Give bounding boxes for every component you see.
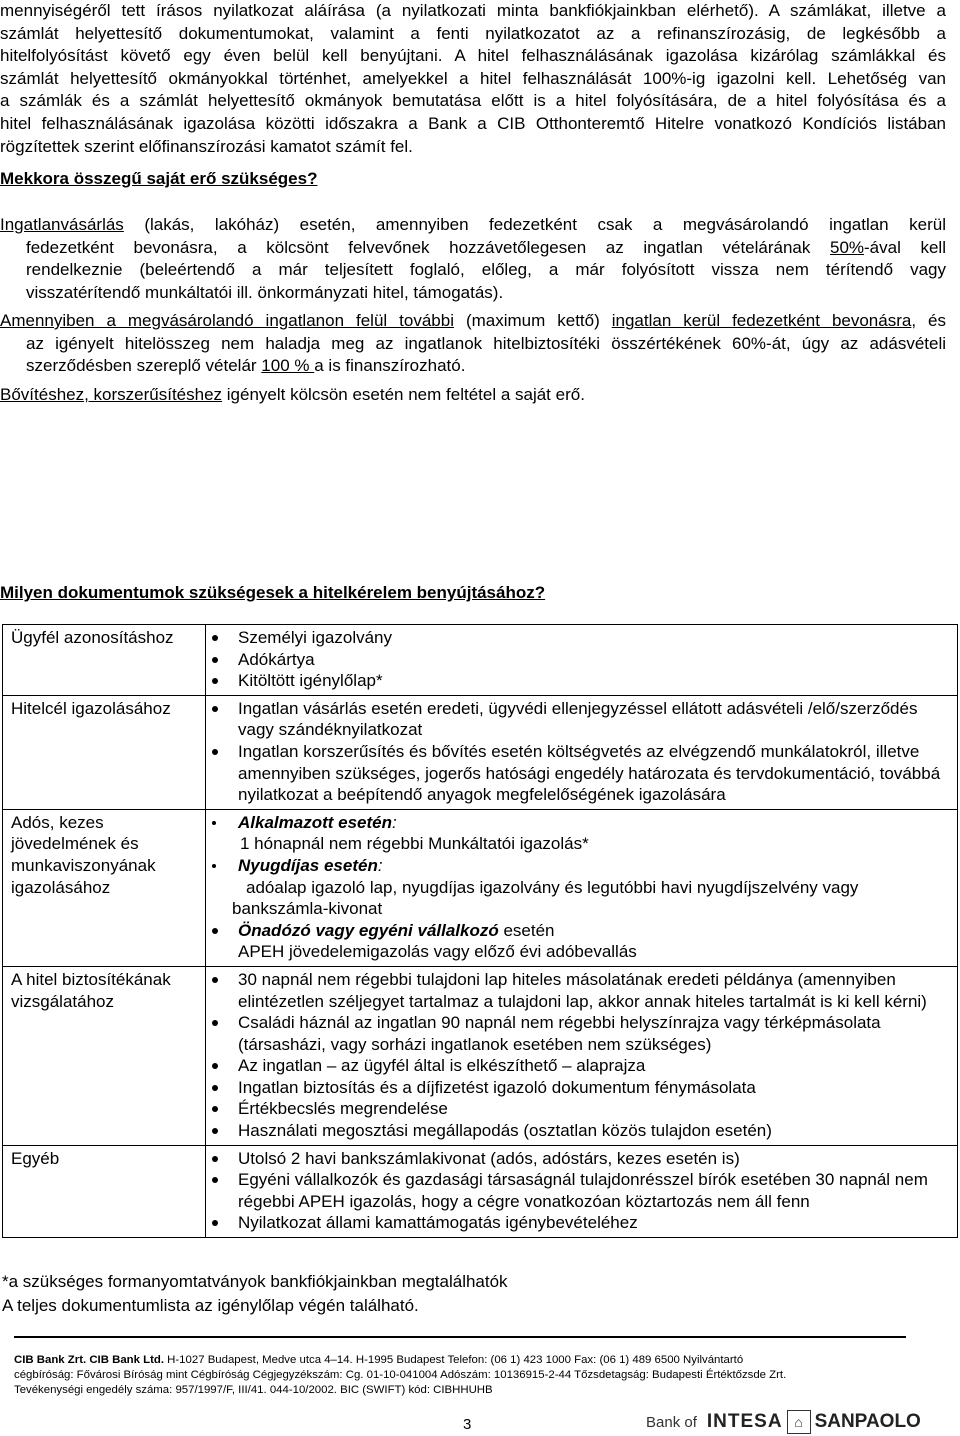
underlined-term: Bővítéshez, korszerűsítéshez	[0, 385, 223, 404]
list-item: Használati megosztási megállapodás (osztatlan közös tulajdon esetén)	[206, 1120, 951, 1142]
paragraph-additional-property	[0, 310, 946, 378]
underlined-term: Amennyiben a megvásárolandó ingatlanon felül további	[0, 311, 454, 330]
emblem-icon: ⌂	[787, 1410, 811, 1434]
underlined-term: ingatlan kerül fedezetként bevonásra	[611, 311, 912, 330]
logo-sanpaolo: SANPAOLO	[814, 1411, 921, 1432]
text-line: hitelfolyósítást követő egy éven belül kell benyújtani. A hitel felhasználásának igazolása kizárólag számlákkal és	[0, 46, 946, 66]
list-item-detail: APEH jövedelemigazolás vagy előző évi adóbevallás	[238, 942, 637, 962]
text-line: számlát helyettesítő dokumentumokat, valamint a fenti nyilatkozatot az a refinanszírozásig, de legkésőbb a	[0, 23, 946, 43]
footer-line: cégbíróság: Fővárosi Bíróság mint Cégbíróság Cégjegyzékszám: Cg. 01-10-041004 Adószám: 10136915-2-44 Tőzsdetagság: Budapesti Értéktőzsde Zrt.	[14, 1369, 787, 1381]
list-item: Kitöltött igénylőlap*	[206, 670, 951, 692]
row-label: Ügyfél azonosításhoz	[3, 625, 206, 696]
text-line: hitel felhasználásának igazolása közötti időszakra a Bank a CIB Otthonteremtő Hitelre vonatkozó Kondíciós listában	[0, 113, 946, 133]
section-heading-own-funds: Mekkora összegű saját erő szükséges?	[0, 169, 318, 188]
list-item: Alkalmazott esetén:	[206, 812, 951, 834]
text-line: Amennyiben a megvásárolandó ingatlanon felül további (maximum kettő) ingatlan kerül fedezetként bevonásra, és	[0, 311, 946, 330]
list-item: 30 napnál nem régebbi tulajdoni lap hiteles másolatának eredeti példánya (amennyiben elintézetlen széljegyet tartalmaz a tulajdoni lap, akkor annak hiteles tartalmát is ki kell kérni)	[206, 969, 951, 1012]
logo-intesa: INTESA	[706, 1411, 783, 1432]
list-item: Ingatlan korszerűsítés és bővítés esetén költségvetés az elvégzendő munkálatokról, illetve amennyiben szükséges, jogerős hatósági engedély határozata és tervdokumentáció, továbbá nyilatkozat a beépítendő anyagok megfelelőségének igazolására	[206, 741, 951, 806]
top-paragraph	[0, 0, 946, 158]
logo-bank-of: Bank of	[646, 1413, 697, 1431]
footnote-full-list: A teljes dokumentumlista az igénylőlap végén található.	[2, 1296, 419, 1315]
text-line: rendelkeznie (beleértendő a már teljesített foglaló, előleg, a már folyósított vissza nem térítendő vagy	[26, 260, 946, 280]
list-item: Adókártya	[206, 649, 951, 671]
text-line: Ingatlanvásárlás (lakás, lakóház) esetén, amennyiben fedezetként csak a megvásárolandó ingatlan kerül	[0, 215, 946, 234]
text-line: számlát helyettesítő okmányokkal történhet, amelyekkel a hitel felhasználását 100%-ig igazolni kell. Lehetőség van	[0, 68, 946, 88]
list-item-detail: bankszámla-kivonat	[232, 899, 383, 919]
self-employed-title: Önadózó vagy egyéni vállalkozó	[238, 920, 499, 940]
list-item: Ingatlan vásárlás esetén eredeti, ügyvédi ellenjegyzéssel ellátott adásvételi /elő/szerződés vagy szándéknyilatkozat	[206, 698, 951, 741]
text-line: visszatérítendő munkáltatói ill. önkormányzati hitel, támogatás).	[26, 282, 504, 302]
list-item: Családi háznál az ingatlan 90 napnál nem régebbi helyszínrajza vagy térképmásolata (társasházi, vagy sorházi ingatlanok esetében nem szükséges)	[206, 1012, 951, 1055]
document-list	[206, 969, 951, 1142]
text-line: Bővítéshez, korszerűsítéshez igényelt kölcsön esetén nem feltétel a saját erő.	[0, 385, 585, 404]
footer-divider	[14, 1336, 906, 1338]
list-item: Értékbecslés megrendelése	[206, 1098, 951, 1120]
table-row	[3, 695, 958, 809]
documents-table	[2, 624, 958, 1238]
bank-logo	[646, 1409, 921, 1435]
list-item-detail: 1 hónapnál nem régebbi Munkáltatói igazolás*	[240, 834, 589, 854]
table-row	[3, 1145, 958, 1237]
text-line: mennyiségéről tett írásos nyilatkozat aláírása (a nyilatkozati minta bankfiókjainkban elérhető). A számlákat, illetve a	[0, 1, 946, 20]
document-list	[206, 812, 951, 963]
page-number: 3	[463, 1416, 472, 1433]
footer	[14, 1353, 914, 1398]
list-item: Nyilatkozat állami kamattámogatás igénybevételéhez	[206, 1212, 951, 1234]
underlined-term: Ingatlanvásárlás	[0, 215, 124, 234]
list-item: Utolsó 2 havi bankszámlakivonat (adós, adóstárs, kezes esetén is)	[206, 1148, 951, 1170]
document-list	[206, 698, 951, 806]
underlined-percent: 100 %	[261, 356, 315, 376]
company-name: CIB Bank Zrt. CIB Bank Ltd.	[14, 1354, 164, 1366]
document-list	[206, 1148, 951, 1234]
document-list	[206, 627, 951, 692]
row-label: Adós, kezes jövedelmének és munkaviszonyának igazolásához	[3, 809, 206, 966]
row-label: Egyéb	[3, 1145, 206, 1237]
table-row	[3, 809, 958, 966]
text-line: szerződésben szereplő vételár 100 % a is finanszírozható.	[26, 356, 466, 376]
text-line: rögzítettek szerint előfinanszírozási kamatot számít fel.	[0, 136, 413, 156]
paragraph-renovation	[0, 384, 946, 407]
employed-title: Alkalmazott esetén	[238, 812, 392, 832]
table-row	[3, 625, 958, 696]
section-heading-documents: Milyen dokumentumok szükségesek a hitelkérelem benyújtásához?	[0, 583, 546, 602]
footer-line: CIB Bank Zrt. CIB Bank Ltd. H-1027 Budapest, Medve utca 4–14. H-1995 Budapest Telefon: (06 1) 423 1000 Fax: (06 1) 489 6500 Nyilvántartó	[14, 1354, 744, 1366]
list-item: Ingatlan biztosítás és a díjfizetést igazoló dokumentum fénymásolata	[206, 1077, 951, 1099]
footer-line: Tevékenységi engedély száma: 957/1997/F, III/41. 044-10/2002. BIC (SWIFT) kód: CIBHHUHB	[14, 1384, 493, 1396]
text-line: fedezetként bevonásra, a kölcsönt felvevőnek hozzávetőlegesen az ingatlan vételárának 50%-ával kell	[26, 237, 946, 257]
underlined-percent: 50%	[829, 237, 865, 257]
row-label: Hitelcél igazolásához	[3, 695, 206, 809]
list-item: Az ingatlan – az ügyfél által is elkészíthető – alaprajza	[206, 1055, 951, 1077]
row-label: A hitel biztosítékának vizsgálatához	[3, 966, 206, 1145]
pension-title: Nyugdíjas esetén	[238, 855, 378, 875]
paragraph-property-purchase	[0, 214, 946, 304]
list-item: Nyugdíjas esetén:	[206, 855, 951, 877]
table-row	[3, 966, 958, 1145]
text-line: a számlák és a számlát helyettesítő okmányok bemutatása előtt is a hitel folyósítására, de a hitel folyósítása és a	[0, 91, 946, 111]
list-item: Egyéni vállalkozók és gazdasági társaságnál tulajdonrésszel bírók esetében 30 napnál nem régebbi APEH igazolás, hogy a cégre vonatkozóan köztartozás nem áll fenn	[206, 1169, 951, 1212]
footnote-forms: *a szükséges formanyomtatványok bankfiókjainkban megtalálhatók	[2, 1272, 508, 1291]
list-item-detail: adóalap igazoló lap, nyugdíjas igazolvány és legutóbbi havi nyugdíjszelvény vagy	[246, 877, 859, 897]
list-item: Önadózó vagy egyéni vállalkozó esetén	[206, 920, 951, 942]
text-line: az igényelt hitelösszeg nem haladja meg az ingatlanok hitelbiztosítéki összértékének 60%-át, úgy az adásvételi	[26, 333, 946, 353]
list-item: Személyi igazolvány	[206, 627, 951, 649]
